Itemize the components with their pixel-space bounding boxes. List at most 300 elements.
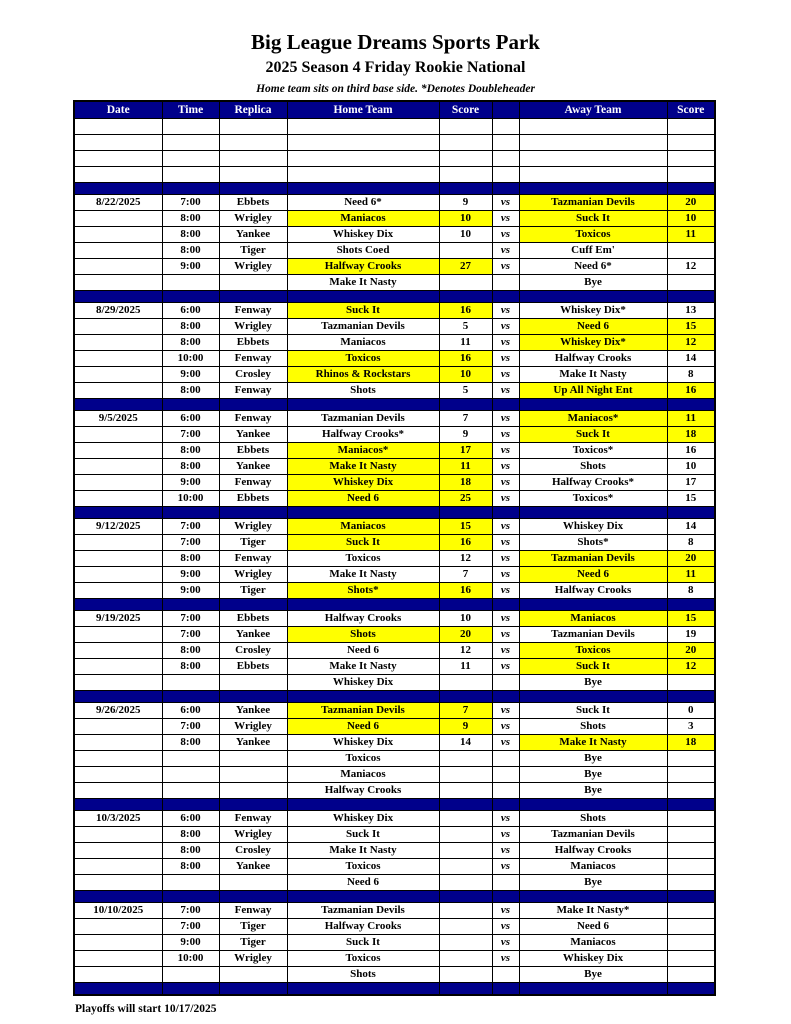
separator-row-cell [287,691,439,703]
vs-cell [492,875,519,891]
date-cell: 9/19/2025 [74,611,162,627]
separator-row-cell [219,691,287,703]
replica-cell: Wrigley [219,827,287,843]
vs-cell: vs [492,383,519,399]
home-score-cell: 15 [439,519,492,535]
separator-row-cell [287,507,439,519]
time-cell: 8:00 [162,735,219,751]
replica-cell: Ebbets [219,659,287,675]
bye-row [74,767,715,783]
time-cell: 9:00 [162,567,219,583]
game-row [74,811,715,827]
away-score-cell: 3 [667,719,715,735]
separator-row-cell [219,291,287,303]
home-score-cell: 5 [439,383,492,399]
empty-row-cell [219,151,287,167]
home-score-cell: 27 [439,259,492,275]
date-cell [74,259,162,275]
separator-row-cell [74,599,162,611]
home-score-cell: 7 [439,411,492,427]
away-team-cell: Maniacos [519,935,667,951]
separator-row-cell [162,291,219,303]
date-cell [74,319,162,335]
time-cell: 8:00 [162,335,219,351]
home-team-cell: Maniacos* [287,443,439,459]
away-score-cell: 11 [667,567,715,583]
separator-row-cell [492,507,519,519]
home-score-cell [439,751,492,767]
empty-row-cell [74,119,162,135]
game-row [74,411,715,427]
home-score-cell: 16 [439,351,492,367]
time-cell [162,767,219,783]
time-cell: 8:00 [162,227,219,243]
vs-cell: vs [492,459,519,475]
home-score-cell: 25 [439,491,492,507]
away-score-cell: 14 [667,351,715,367]
away-score-cell: 16 [667,383,715,399]
vs-cell: vs [492,475,519,491]
time-cell [162,967,219,983]
separator-row-cell [219,891,287,903]
vs-cell: vs [492,227,519,243]
home-team-cell: Suck It [287,935,439,951]
separator-row-cell [74,983,162,996]
home-score-cell: 14 [439,735,492,751]
separator-row-cell [667,983,715,996]
away-team-cell: Shots [519,459,667,475]
game-row [74,427,715,443]
replica-cell: Fenway [219,551,287,567]
empty-row-cell [492,151,519,167]
home-score-cell [439,275,492,291]
away-score-cell: 8 [667,367,715,383]
game-row [74,567,715,583]
away-team-cell: Bye [519,767,667,783]
time-cell: 8:00 [162,859,219,875]
separator-row-cell [439,183,492,195]
home-score-cell [439,875,492,891]
home-team-cell: Tazmanian Devils [287,903,439,919]
separator-row-cell [667,599,715,611]
date-cell: 9/5/2025 [74,411,162,427]
replica-cell [219,875,287,891]
bye-row [74,967,715,983]
time-cell: 8:00 [162,643,219,659]
vs-cell: vs [492,351,519,367]
separator-row-cell [219,399,287,411]
game-row [74,643,715,659]
date-cell: 9/12/2025 [74,519,162,535]
away-team-cell: Whiskey Dix [519,951,667,967]
away-score-cell: 12 [667,335,715,351]
away-score-cell: 8 [667,535,715,551]
home-score-cell: 10 [439,367,492,383]
separator-row-cell [74,399,162,411]
replica-cell [219,675,287,691]
date-cell [74,843,162,859]
time-cell: 9:00 [162,259,219,275]
away-score-cell [667,875,715,891]
date-cell [74,459,162,475]
date-cell: 8/29/2025 [74,303,162,319]
away-team-cell: Up All Night Ent [519,383,667,399]
home-score-cell [439,811,492,827]
game-row [74,475,715,491]
home-score-cell [439,859,492,875]
vs-cell: vs [492,811,519,827]
empty-row-cell [162,167,219,183]
game-row [74,703,715,719]
replica-cell: Fenway [219,383,287,399]
home-score-cell: 10 [439,227,492,243]
replica-cell: Ebbets [219,195,287,211]
separator-row-cell [287,399,439,411]
game-row [74,211,715,227]
separator-row-cell [439,799,492,811]
empty-row-cell [287,167,439,183]
separator-row-cell [667,691,715,703]
vs-cell: vs [492,627,519,643]
game-row [74,383,715,399]
home-score-cell: 11 [439,459,492,475]
home-score-cell: 11 [439,335,492,351]
time-cell: 9:00 [162,367,219,383]
away-score-cell: 20 [667,551,715,567]
game-row [74,243,715,259]
separator-row [74,291,715,303]
separator-row [74,183,715,195]
home-score-cell: 17 [439,443,492,459]
vs-cell: vs [492,843,519,859]
away-team-cell: Shots* [519,535,667,551]
separator-row-cell [519,399,667,411]
home-score-cell [439,843,492,859]
time-cell: 10:00 [162,951,219,967]
home-team-cell: Need 6 [287,875,439,891]
separator-row-cell [74,891,162,903]
date-cell [74,367,162,383]
empty-row-cell [492,135,519,151]
separator-row-cell [162,507,219,519]
home-team-cell: Need 6 [287,643,439,659]
empty-row-cell [492,167,519,183]
replica-cell [219,967,287,983]
date-cell [74,351,162,367]
separator-row-cell [74,799,162,811]
date-cell [74,875,162,891]
home-team-cell: Make It Nasty [287,659,439,675]
empty-row-cell [439,119,492,135]
replica-cell: Ebbets [219,491,287,507]
away-team-cell: Cuff Em' [519,243,667,259]
replica-cell: Yankee [219,459,287,475]
separator-row-cell [162,983,219,996]
date-cell [74,567,162,583]
replica-cell [219,767,287,783]
vs-cell: vs [492,611,519,627]
away-team-cell: Bye [519,875,667,891]
date-cell [74,475,162,491]
away-score-cell: 8 [667,583,715,599]
date-cell [74,491,162,507]
empty-row-cell [74,167,162,183]
separator-row [74,599,715,611]
home-team-cell: Maniacos [287,211,439,227]
separator-row-cell [219,183,287,195]
separator-row-cell [439,599,492,611]
date-cell [74,827,162,843]
away-team-cell: Halfway Crooks [519,351,667,367]
replica-cell: Yankee [219,627,287,643]
separator-row [74,891,715,903]
away-score-cell: 19 [667,627,715,643]
home-team-cell: Shots [287,967,439,983]
game-row [74,259,715,275]
home-team-cell: Need 6* [287,195,439,211]
separator-row [74,691,715,703]
separator-row-cell [74,691,162,703]
home-score-cell: 16 [439,535,492,551]
separator-row-cell [439,691,492,703]
time-cell: 6:00 [162,811,219,827]
home-team-cell: Shots* [287,583,439,599]
away-team-cell: Suck It [519,659,667,675]
home-team-cell: Tazmanian Devils [287,703,439,719]
empty-row-cell [287,151,439,167]
away-team-cell: Bye [519,751,667,767]
date-cell [74,383,162,399]
vs-cell: vs [492,735,519,751]
home-team-cell: Suck It [287,303,439,319]
empty-row-cell [519,151,667,167]
separator-row-cell [439,399,492,411]
separator-row-cell [162,891,219,903]
home-team-cell: Toxicos [287,951,439,967]
page-title: Big League Dreams Sports Park [251,30,540,54]
home-score-cell [439,767,492,783]
home-team-cell: Tazmanian Devils [287,319,439,335]
away-score-cell [667,675,715,691]
home-score-cell: 20 [439,627,492,643]
game-row [74,551,715,567]
away-score-cell [667,967,715,983]
empty-row-cell [439,151,492,167]
separator-row-cell [519,507,667,519]
separator-row-cell [219,799,287,811]
separator-row-cell [287,891,439,903]
time-cell: 6:00 [162,411,219,427]
away-team-cell: Bye [519,783,667,799]
empty-row-cell [439,167,492,183]
home-team-cell: Make It Nasty [287,459,439,475]
away-team-cell: Tazmanian Devils [519,195,667,211]
date-cell [74,627,162,643]
separator-row-cell [519,691,667,703]
time-cell: 7:00 [162,903,219,919]
away-score-cell [667,935,715,951]
separator-row-cell [492,799,519,811]
replica-cell: Wrigley [219,567,287,583]
time-cell: 6:00 [162,703,219,719]
time-cell: 8:00 [162,243,219,259]
replica-cell: Wrigley [219,519,287,535]
replica-cell: Wrigley [219,211,287,227]
home-team-cell: Whiskey Dix [287,811,439,827]
home-score-cell: 7 [439,567,492,583]
separator-row-cell [287,183,439,195]
away-team-cell: Need 6 [519,567,667,583]
vs-cell [492,275,519,291]
time-cell [162,783,219,799]
replica-cell: Fenway [219,351,287,367]
home-score-cell [439,935,492,951]
separator-row-cell [162,183,219,195]
vs-cell: vs [492,535,519,551]
date-cell [74,211,162,227]
time-cell [162,675,219,691]
home-score-cell: 5 [439,319,492,335]
col-header-replica: Replica [219,101,287,119]
separator-row-cell [219,599,287,611]
away-team-cell: Make It Nasty [519,735,667,751]
game-row [74,351,715,367]
game-row [74,659,715,675]
home-team-cell: Make It Nasty [287,567,439,583]
date-cell [74,735,162,751]
game-row [74,611,715,627]
home-score-cell: 18 [439,475,492,491]
home-team-cell: Shots Coed [287,243,439,259]
away-score-cell [667,903,715,919]
game-row [74,935,715,951]
date-cell [74,535,162,551]
home-team-cell: Shots [287,627,439,643]
game-row [74,719,715,735]
time-cell: 8:00 [162,551,219,567]
time-cell: 10:00 [162,491,219,507]
empty-row-cell [162,119,219,135]
away-team-cell: Whiskey Dix* [519,303,667,319]
home-team-cell: Toxicos [287,859,439,875]
home-score-cell: 9 [439,195,492,211]
home-team-cell: Maniacos [287,335,439,351]
replica-cell: Fenway [219,411,287,427]
home-score-cell [439,675,492,691]
game-row [74,627,715,643]
home-score-cell: 16 [439,303,492,319]
separator-row-cell [667,891,715,903]
separator-row-cell [492,599,519,611]
game-row [74,535,715,551]
game-row [74,903,715,919]
vs-cell: vs [492,643,519,659]
empty-row-cell [219,135,287,151]
vs-cell: vs [492,303,519,319]
empty-row-cell [492,119,519,135]
separator-row-cell [667,291,715,303]
vs-cell: vs [492,567,519,583]
date-cell [74,275,162,291]
home-score-cell: 7 [439,703,492,719]
home-score-cell: 16 [439,583,492,599]
game-row [74,319,715,335]
replica-cell: Wrigley [219,719,287,735]
away-team-cell: Tazmanian Devils [519,827,667,843]
time-cell: 9:00 [162,935,219,951]
home-team-cell: Maniacos [287,767,439,783]
bye-row [74,875,715,891]
away-score-cell: 20 [667,643,715,659]
separator-row-cell [162,799,219,811]
col-header-vs [492,101,519,119]
separator-row-cell [287,599,439,611]
home-team-cell: Rhinos & Rockstars [287,367,439,383]
home-team-cell: Halfway Crooks [287,783,439,799]
separator-row [74,799,715,811]
empty-row-cell [74,135,162,151]
vs-cell: vs [492,367,519,383]
vs-cell [492,675,519,691]
away-score-cell: 18 [667,427,715,443]
away-team-cell: Need 6 [519,319,667,335]
away-score-cell [667,811,715,827]
away-team-cell: Suck It [519,211,667,227]
replica-cell: Crosley [219,643,287,659]
home-team-cell: Make It Nasty [287,275,439,291]
separator-row-cell [74,291,162,303]
empty-row-cell [439,135,492,151]
away-score-cell: 10 [667,211,715,227]
separator-row-cell [162,691,219,703]
home-team-cell: Halfway Crooks [287,611,439,627]
empty-row-cell [667,135,715,151]
date-cell [74,935,162,951]
away-score-cell: 0 [667,703,715,719]
home-score-cell [439,919,492,935]
time-cell [162,275,219,291]
replica-cell: Crosley [219,367,287,383]
date-cell: 10/10/2025 [74,903,162,919]
bye-row [74,675,715,691]
replica-cell: Yankee [219,859,287,875]
separator-row-cell [219,507,287,519]
playoffs-note: Playoffs will start 10/17/2025 [75,1003,217,1015]
home-team-cell: Whiskey Dix [287,675,439,691]
vs-cell [492,767,519,783]
replica-cell: Tiger [219,919,287,935]
home-score-cell: 12 [439,643,492,659]
vs-cell: vs [492,659,519,675]
away-score-cell: 17 [667,475,715,491]
col-header-date: Date [74,101,162,119]
time-cell: 8:00 [162,843,219,859]
empty-row-cell [667,167,715,183]
away-team-cell: Suck It [519,427,667,443]
empty-row-cell [219,167,287,183]
replica-cell: Tiger [219,535,287,551]
game-row [74,491,715,507]
home-team-cell: Whiskey Dix [287,475,439,491]
home-score-cell: 10 [439,611,492,627]
home-score-cell [439,783,492,799]
time-cell: 6:00 [162,303,219,319]
replica-cell: Yankee [219,703,287,719]
away-team-cell: Toxicos [519,643,667,659]
away-score-cell: 15 [667,611,715,627]
separator-row [74,507,715,519]
home-team-cell: Toxicos [287,551,439,567]
